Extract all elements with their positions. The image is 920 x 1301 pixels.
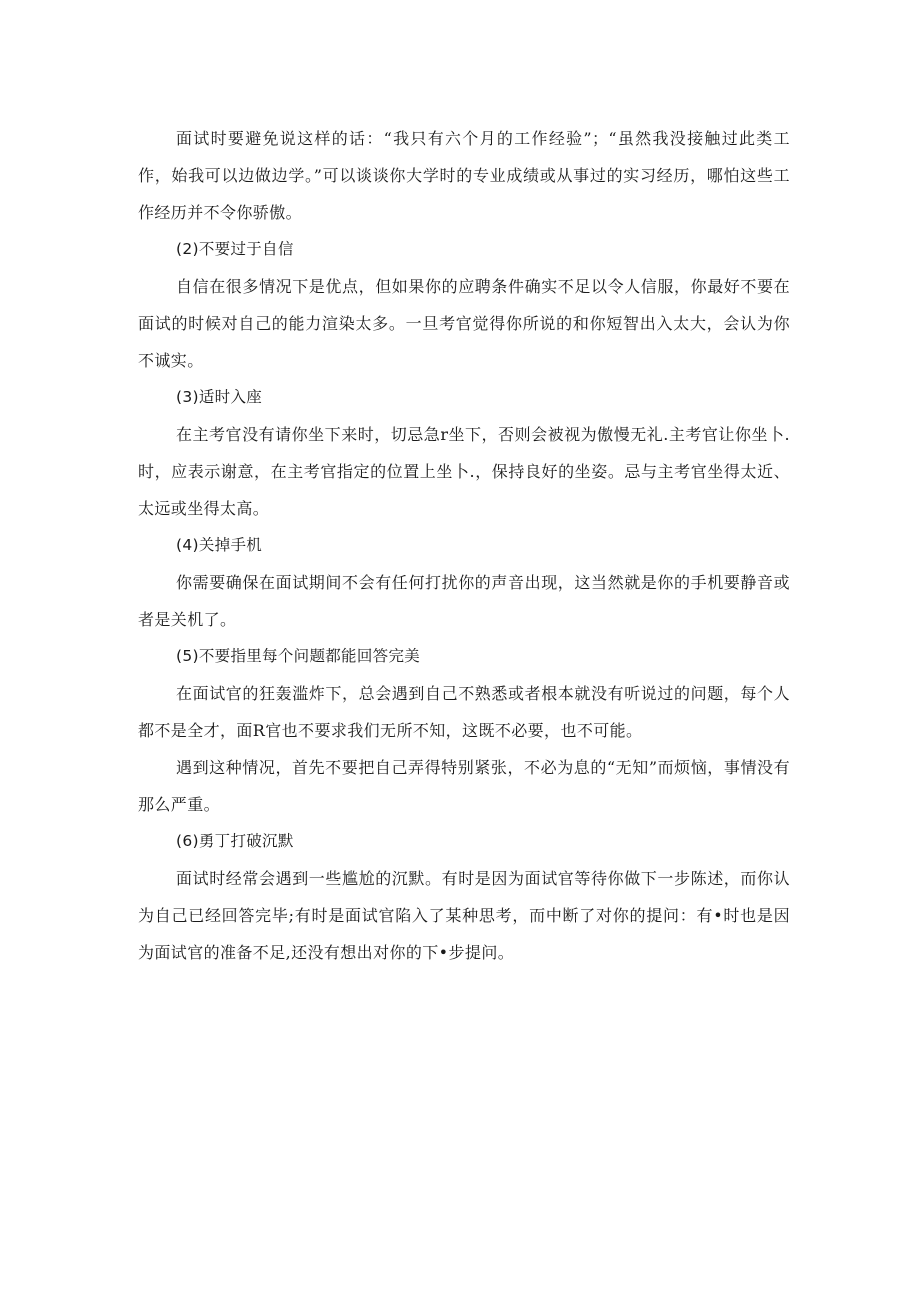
heading-phone-off: (4)关掉手机 — [176, 536, 263, 554]
heading-not-overconfident: (2)不要过于自信 — [176, 240, 294, 258]
paragraph-phone: 你需要确保在面试期间不会有任何打扰你的声音出现，这当然就是你的手机要静音或者是关机了。 — [138, 573, 790, 629]
heading-take-seat: (3)适时入座 — [176, 388, 263, 406]
heading-break-silence: (6)勇丁打破沉默 — [176, 832, 294, 850]
paragraph-silence: 面试时经常会遇到一些尴尬的沉默。有时是因为面试官等待你做下一步陈述，而你认为自己已经回答完毕;有时是面试官陷入了某种思考，而中断了对你的提问：有•时也是因为面试官的准备不足,还没有想出对你的下•步提问。 — [138, 869, 790, 962]
paragraph-dont-panic: 遇到这种情况，首先不要把自己弄得特别紧张，不必为息的“无知”而烦恼，事情没有那么严重。 — [138, 758, 790, 814]
document-body — [138, 120, 790, 971]
paragraph-questions: 在面试官的狂轰滥炸下，总会遇到自己不熟悉或者根本就没有听说过的问题，每个人都不是全才，面R官也不要求我们无所不知，这既不必要，也不可能。 — [138, 684, 790, 740]
paragraph-intro: 面试时要避免说这样的话：“我只有六个月的工作经验”；“虽然我没接触过此类工作，始我可以边做边学。”可以谈谈你大学时的专业成绩或从事过的实习经历，哪怕这些工作经历并不令你骄傲。 — [138, 129, 790, 222]
heading-not-perfect: (5)不要指里每个问题都能回答完美 — [176, 647, 421, 665]
paragraph-confidence: 自信在很多情况下是优点，但如果你的应聘条件确实不足以令人信服，你最好不要在面试的时候对自己的能力渲染太多。一旦考官觉得你所说的和你短智出入太大，会认为你不诚实。 — [138, 277, 790, 370]
paragraph-seating: 在主考官没有请你坐下来时，切忌急r坐下，否则会被视为傲慢无礼.主考官让你坐卜.时，应表示谢意，在主考官指定的位置上坐卜.，保持良好的坐姿。忌与主考官坐得太近、太远或坐得太高。 — [138, 425, 790, 518]
